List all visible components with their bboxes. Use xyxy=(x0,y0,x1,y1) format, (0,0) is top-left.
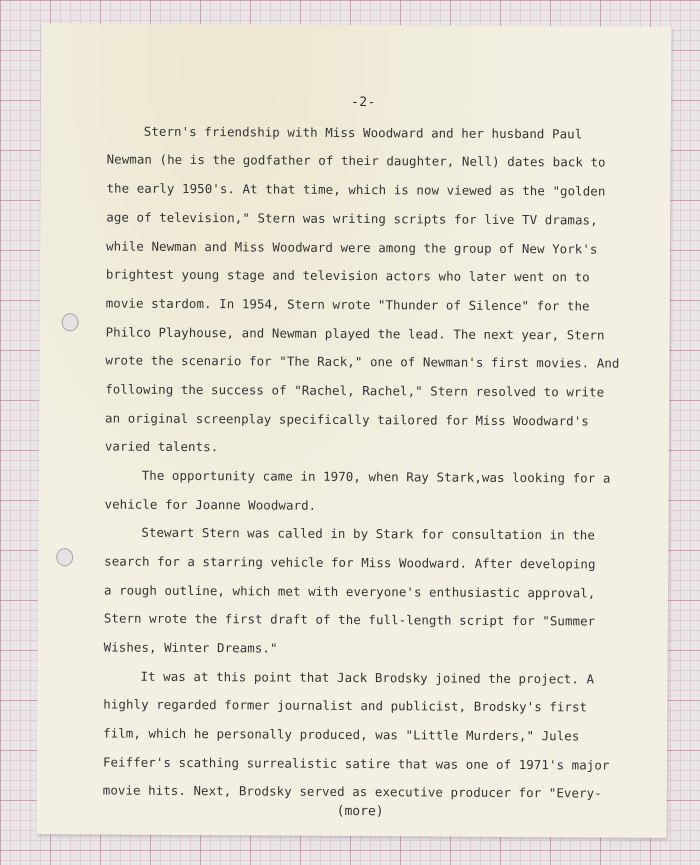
text-line: following the success of "Rachel, Rachel," Stern resolved to write xyxy=(105,381,605,400)
text-line: It was at this point that Jack Brodsky joined the project. A xyxy=(140,668,595,687)
text-line: a rough outline, which met with everyone's enthusiastic approval, xyxy=(103,582,596,601)
typed-page xyxy=(37,23,672,838)
text-line: brightest young stage and television actors who later went on to xyxy=(105,266,590,285)
text-line: search for a starring vehicle for Miss Woodward. After developing xyxy=(104,553,596,572)
page-number: -2- xyxy=(350,94,377,111)
text-line: Wishes, Winter Dreams." xyxy=(103,639,278,656)
text-line: varied talents. xyxy=(104,438,219,455)
text-line: Stern wrote the first draft of the full-length script for "Summer xyxy=(103,610,596,629)
text-line: highly regarded former journalist and publicist, Brodsky's first xyxy=(103,696,588,715)
text-line: Stern's friendship with Miss Woodward and her husband Paul xyxy=(143,123,583,142)
text-line: Newman (he is the godfather of their daughter, Nell) dates back to xyxy=(106,151,606,170)
text-line: the early 1950's. At that time, which is now viewed as the "golden xyxy=(106,180,606,199)
text-line: Feiffer's scathing surrealistic satire that was one of 1971's major xyxy=(102,754,610,773)
text-line: Philco Playhouse, and Newman played the lead. The next year, Stern xyxy=(105,324,605,343)
text-line: age of television," Stern was writing scripts for live TV dramas, xyxy=(106,209,598,228)
punch-hole-top xyxy=(62,313,79,331)
text-line: Stewart Stern was called in by Stark for consultation in the xyxy=(141,524,596,543)
text-line: film, which he personally produced, was "Little Murders," Jules xyxy=(103,725,580,744)
text-line: movie hits. Next, Brodsky served as executive producer for "Every- xyxy=(102,782,602,801)
punch-hole-bottom xyxy=(56,548,73,566)
typed-text xyxy=(41,23,671,820)
text-line: wrote the scenario for "The Rack," one of Newman's first movies. And xyxy=(105,352,620,371)
text-line: an original screenplay specifically tailored for Miss Woodward's xyxy=(105,410,589,429)
text-line: movie stardom. In 1954, Stern wrote "Thunder of Silence" for the xyxy=(105,295,590,314)
text-line: vehicle for Joanne Woodward. xyxy=(104,496,317,513)
continuation-marker: (more) xyxy=(336,803,384,820)
text-line: The opportunity came in 1970, when Ray Stark,was looking for a xyxy=(141,467,611,486)
text-line: while Newman and Miss Woodward were among the group of New York's xyxy=(106,238,598,257)
